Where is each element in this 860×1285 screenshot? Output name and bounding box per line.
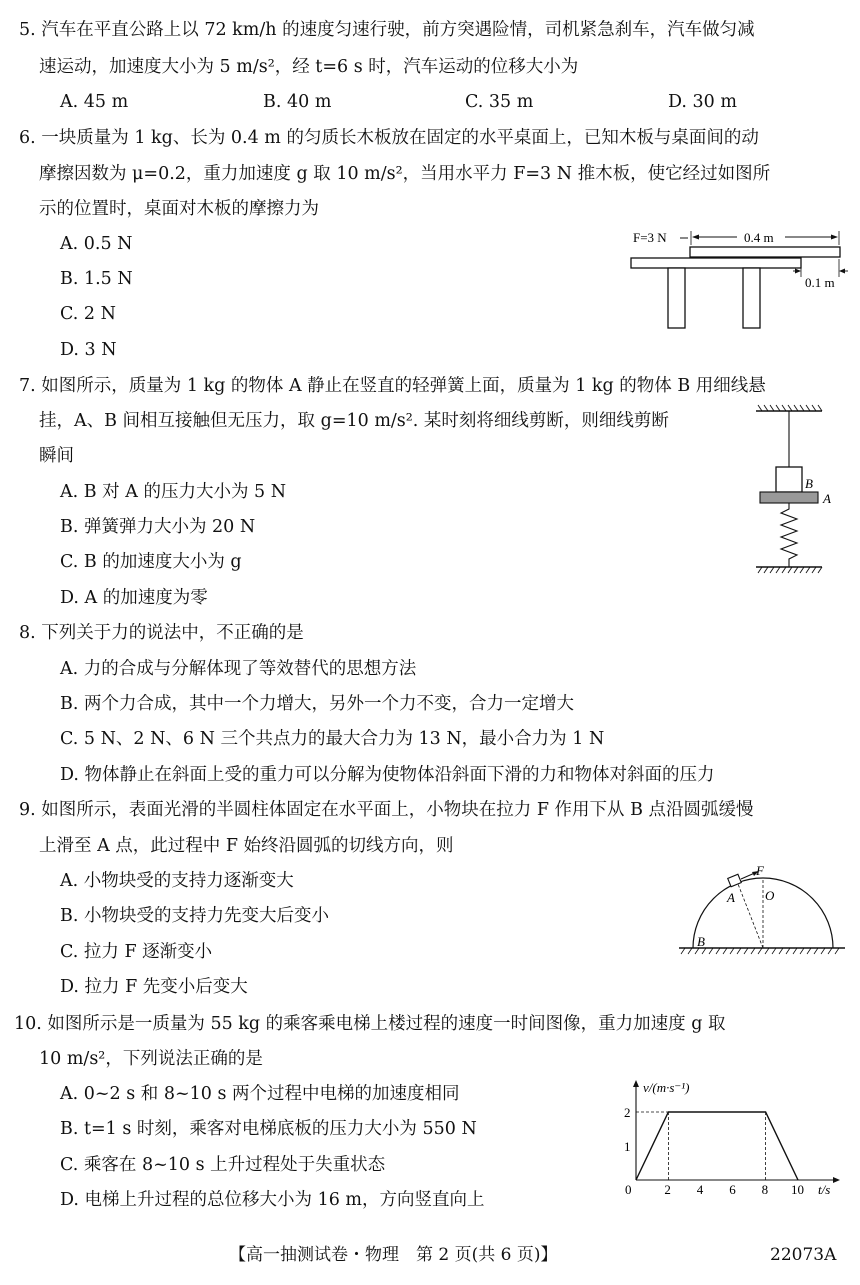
q5-line-1: 5. 汽车在平直公路上以 72 km/h 的速度匀速行驶，前方突遇险情，司机紧急刹车，汽车做匀减 bbox=[19, 20, 755, 40]
wooden-board bbox=[690, 247, 840, 257]
q10-line-1: 10. 如图所示是一质量为 55 kg 的乘客乘电梯上楼过程的速度一时间图像，重力加速度 g 取 bbox=[14, 1014, 726, 1034]
q5-option-c: C. 35 m bbox=[465, 92, 534, 112]
q6-line-2: 摩擦因数为 μ=0.2，重力加速度 g 取 10 m/s²，当用水平力 F=3 N 推木板，使它经过如图所 bbox=[39, 164, 771, 184]
q8-line-1: 8. 下列关于力的说法中，不正确的是 bbox=[19, 623, 304, 643]
q7-line-1: 7. 如图所示，质量为 1 kg 的物体 A 静止在竖直的轻弹簧上面，质量为 1 kg 的物体 B 用细线悬 bbox=[19, 376, 766, 396]
q6-line-3: 示的位置时，桌面对木板的摩擦力为 bbox=[39, 199, 319, 219]
q7-option-b: B. 弹簧弹力大小为 20 N bbox=[60, 517, 256, 537]
q7-option-a: A. B 对 A 的压力大小为 5 N bbox=[60, 482, 287, 502]
label-o: O bbox=[765, 888, 775, 903]
spring bbox=[781, 503, 797, 567]
q7-spring-figure bbox=[750, 403, 850, 575]
y-axis-label: v/(m·s⁻¹) bbox=[643, 1080, 690, 1095]
vt-graph bbox=[620, 1076, 850, 1196]
y-tick-label-1: 1 bbox=[624, 1139, 631, 1154]
q6-option-c: C. 2 N bbox=[60, 304, 116, 324]
q10-option-c: C. 乘客在 8~10 s 上升过程处于失重状态 bbox=[60, 1155, 386, 1175]
label-b: B bbox=[697, 934, 705, 949]
table-leg-right bbox=[743, 268, 760, 328]
q8-option-b: B. 两个力合成，其中一个力增大，另外一个力不变，合力一定增大 bbox=[60, 694, 574, 714]
q8-option-c: C. 5 N、2 N、6 N 三个共点力的最大合力为 13 N，最小合力为 1 N bbox=[60, 729, 605, 749]
block-b bbox=[776, 467, 802, 492]
length-label: 0.4 m bbox=[744, 230, 774, 245]
small-block bbox=[728, 874, 742, 886]
x-axis-label: t/s bbox=[818, 1182, 831, 1196]
force-label: F=3 N bbox=[633, 230, 667, 245]
q5-line-2: 速运动，加速度大小为 5 m/s²，经 t=6 s 时，汽车运动的位移大小为 bbox=[39, 57, 579, 77]
q6-table-figure bbox=[625, 225, 850, 335]
q7-line-3: 瞬间 bbox=[39, 446, 74, 466]
q8-option-a: A. 力的合成与分解体现了等效替代的思想方法 bbox=[60, 659, 417, 679]
x-tick-label-6: 6 bbox=[729, 1182, 736, 1196]
q9-semicylinder-figure bbox=[675, 862, 850, 962]
q6-option-d: D. 3 N bbox=[60, 340, 117, 360]
q10-line-2: 10 m/s²，下列说法正确的是 bbox=[39, 1049, 263, 1069]
x-tick-label-4: 4 bbox=[696, 1182, 704, 1196]
label-a: A bbox=[727, 890, 735, 905]
block-a bbox=[760, 492, 818, 503]
q10-option-a: A. 0~2 s 和 8~10 s 两个过程中电梯的加速度相同 bbox=[60, 1084, 460, 1104]
q5-option-b: B. 40 m bbox=[263, 92, 332, 112]
q10-option-d: D. 电梯上升过程的总位移大小为 16 m，方向竖直向上 bbox=[60, 1190, 485, 1210]
q5-option-a: A. 45 m bbox=[60, 92, 129, 112]
q10-option-b: B. t=1 s 时刻，乘客对电梯底板的压力大小为 550 N bbox=[60, 1119, 477, 1139]
x-tick-label-10: 10 bbox=[791, 1182, 804, 1196]
label-b: B bbox=[805, 476, 813, 491]
q7-option-c: C. B 的加速度大小为 g bbox=[60, 552, 242, 572]
q9-line-1: 9. 如图所示，表面光滑的半圆柱体固定在水平面上，小物块在拉力 F 作用下从 B 点沿圆弧缓慢 bbox=[19, 800, 754, 820]
x-tick-label-0: 0 bbox=[625, 1182, 632, 1196]
y-tick-label-2: 2 bbox=[624, 1105, 631, 1120]
page-footer-code: 22073A bbox=[770, 1245, 837, 1265]
x-tick-label-8: 8 bbox=[761, 1182, 769, 1196]
q8-option-d: D. 物体静止在斜面上受的重力可以分解为使物体沿斜面下滑的力和物体对斜面的压力 bbox=[60, 765, 715, 785]
q9-line-2: 上滑至 A 点，此过程中 F 始终沿圆弧的切线方向，则 bbox=[39, 836, 454, 856]
q5-option-d: D. 30 m bbox=[668, 92, 737, 112]
q6-option-a: A. 0.5 N bbox=[60, 234, 133, 254]
radius-to-a bbox=[738, 884, 763, 948]
q9-option-b: B. 小物块受的支持力先变大后变小 bbox=[60, 906, 329, 926]
velocity-line bbox=[636, 1112, 798, 1180]
table-leg-left bbox=[668, 268, 685, 328]
q6-line-1: 6. 一块质量为 1 kg、长为 0.4 m 的匀质长木板放在固定的水平桌面上，已知木板与桌面间的动 bbox=[19, 128, 759, 148]
q7-option-d: D. A 的加速度为零 bbox=[60, 588, 208, 608]
q7-line-2: 挂，A、B 间相互接触但无压力，取 g=10 m/s². 某时刻将细线剪断，则细线剪断 bbox=[39, 411, 669, 431]
x-tick-label-2: 2 bbox=[664, 1182, 671, 1196]
page-footer-title: 【高一抽测试卷・物理 第 2 页(共 6 页)】 bbox=[229, 1245, 558, 1265]
q9-option-c: C. 拉力 F 逐渐变小 bbox=[60, 942, 213, 962]
table-top bbox=[631, 258, 801, 268]
label-a: A bbox=[823, 491, 831, 506]
q9-option-a: A. 小物块受的支持力逐渐变大 bbox=[60, 871, 294, 891]
label-f: F bbox=[756, 863, 764, 878]
overhang-label: 0.1 m bbox=[805, 275, 835, 290]
q6-option-b: B. 1.5 N bbox=[60, 269, 133, 289]
q9-option-d: D. 拉力 F 先变小后变大 bbox=[60, 977, 248, 997]
